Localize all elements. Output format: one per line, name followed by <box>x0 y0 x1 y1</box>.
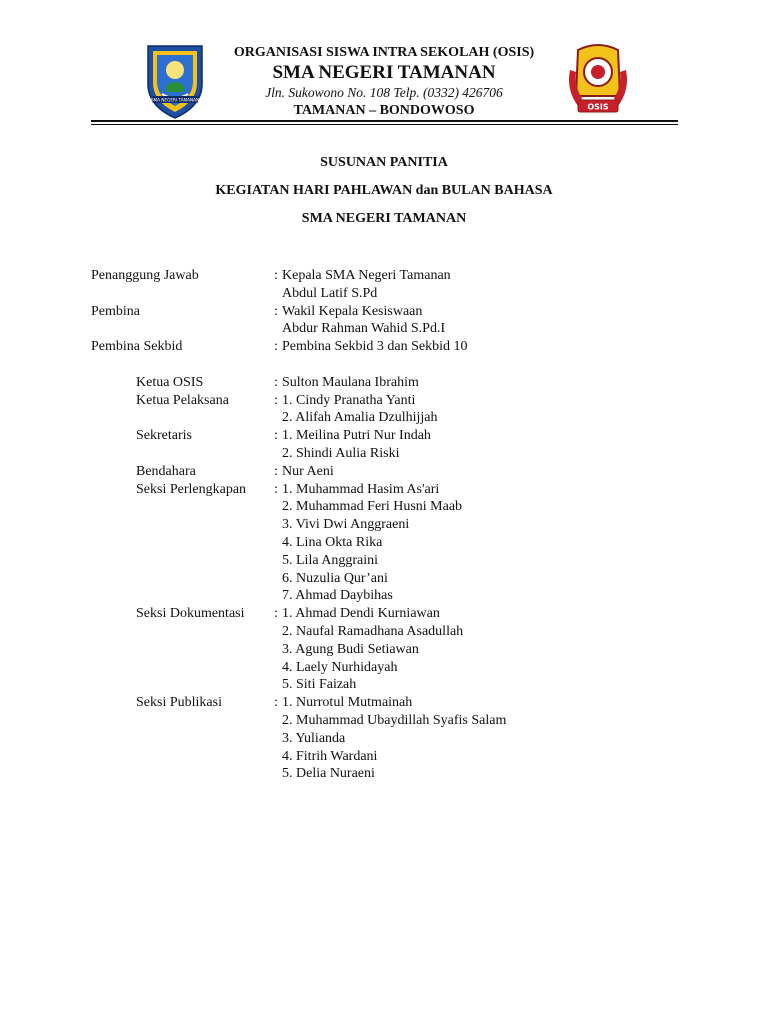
committee-row <box>91 659 691 677</box>
committee-row <box>91 694 691 712</box>
row-value: Abdul Latif S.Pd <box>282 285 378 301</box>
committee-row <box>91 338 691 356</box>
committee-row <box>91 712 691 730</box>
committee-row <box>91 481 691 499</box>
row-colon: : <box>274 606 278 622</box>
letterhead <box>200 44 568 120</box>
committee-row <box>91 303 691 321</box>
committee-row <box>91 463 691 481</box>
row-value: 3. Yulianda <box>282 730 346 746</box>
row-label: Pembina Sekbid <box>91 339 183 355</box>
row-value: 3. Vivi Dwi Anggraeni <box>282 517 410 533</box>
row-value: Abdur Rahman Wahid S.Pd.I <box>282 321 446 337</box>
letterhead-rule-thin <box>91 124 678 125</box>
row-value: 4. Lina Okta Rika <box>282 534 383 550</box>
row-label: Penanggung Jawab <box>91 268 199 283</box>
row-value: 1. Meilina Putri Nur Indah <box>282 428 431 444</box>
row-value: 1. Nurrotul Mutmainah <box>282 695 413 711</box>
row-value: Pembina Sekbid 3 dan Sekbid 10 <box>282 339 468 355</box>
row-value: Wakil Kepala Kesiswaan <box>282 303 423 319</box>
row-label: Bendahara <box>136 463 196 479</box>
committee-row <box>91 498 691 516</box>
row-label: Sekretaris <box>136 428 192 444</box>
row-value: 1. Ahmad Dendi Kurniawan <box>282 606 440 622</box>
committee-row <box>91 552 691 570</box>
row-colon: : <box>274 481 278 497</box>
logo-right-text: OSIS <box>587 102 609 112</box>
committee-row <box>91 267 691 285</box>
committee-row <box>91 427 691 445</box>
row-value: 6. Nuzulia Qur’ani <box>282 570 388 586</box>
committee-row <box>91 445 691 463</box>
committee-row <box>91 374 691 392</box>
row-label: Seksi Publikasi <box>136 695 222 711</box>
row-value: Sulton Maulana Ibrahim <box>282 374 419 390</box>
row-value: 2. Muhammad Feri Husni Maab <box>282 499 463 515</box>
row-value: 5. Delia Nuraeni <box>282 766 375 782</box>
committee-row <box>91 748 691 766</box>
spacer <box>91 356 691 374</box>
row-label: Ketua Pelaksana <box>136 392 229 408</box>
row-value: 2. Alifah Amalia Dzulhijjah <box>282 410 438 426</box>
committee-row <box>91 765 691 783</box>
school-address: Jln. Sukowono No. 108 Telp. (0332) 426706 <box>265 85 503 100</box>
committee-row <box>91 320 691 338</box>
row-value: 2. Naufal Ramadhana Asadullah <box>282 623 464 639</box>
committee-row <box>91 409 691 427</box>
row-colon: : <box>274 303 278 319</box>
row-value: 5. Lila Anggraini <box>282 552 379 568</box>
committee-row <box>91 285 691 303</box>
row-value: 2. Shindi Aulia Riski <box>282 445 400 461</box>
committee-row <box>91 392 691 410</box>
osis-emblem-logo <box>560 40 636 120</box>
document-title: SUSUNAN PANITIA <box>320 155 448 170</box>
committee-row <box>91 516 691 534</box>
row-colon: : <box>274 428 278 444</box>
row-label: Ketua OSIS <box>136 374 204 390</box>
committee-row <box>91 730 691 748</box>
row-value: 5. Siti Faizah <box>282 677 357 693</box>
row-value: 2. Muhammad Ubaydillah Syafis Salam <box>282 712 507 728</box>
committee-row <box>91 534 691 552</box>
row-colon: : <box>274 392 278 408</box>
committee-row <box>91 570 691 588</box>
letterhead-rule-thick <box>91 120 678 122</box>
row-colon: : <box>274 268 278 283</box>
committee-row <box>91 623 691 641</box>
row-colon: : <box>274 339 278 355</box>
row-colon: : <box>274 463 278 479</box>
school-name: SMA NEGERI TAMANAN <box>272 62 496 83</box>
row-value: 3. Agung Budi Setiawan <box>282 641 419 657</box>
committee-row <box>91 587 691 605</box>
row-value: 1. Muhammad Hasim As'ari <box>282 481 440 497</box>
row-value: 1. Cindy Pranatha Yanti <box>282 392 416 408</box>
committee-row <box>91 676 691 694</box>
committee-row <box>91 641 691 659</box>
row-colon: : <box>274 695 278 711</box>
committee-row <box>91 605 691 623</box>
school-title: SMA NEGERI TAMANAN <box>301 211 467 226</box>
row-value: Nur Aeni <box>282 463 334 479</box>
logo-left-text: SMA NEGERI TAMANAN <box>150 97 200 103</box>
event-title: KEGIATAN HARI PAHLAWAN dan BULAN BAHASA <box>215 183 553 198</box>
committee-list <box>91 267 691 783</box>
row-label: Pembina <box>91 303 140 319</box>
row-label: Seksi Perlengkapan <box>136 481 247 497</box>
row-value: 4. Fitrih Wardani <box>282 748 378 764</box>
row-value: Kepala SMA Negeri Tamanan <box>282 268 451 283</box>
row-value: 4. Laely Nurhidayah <box>282 659 398 675</box>
organization-name: ORGANISASI SISWA INTRA SEKOLAH (OSIS) <box>233 45 535 60</box>
row-colon: : <box>274 374 278 390</box>
row-value: 7. Ahmad Daybihas <box>282 588 393 604</box>
school-city: TAMANAN – BONDOWOSO <box>293 103 475 118</box>
row-label: Seksi Dokumentasi <box>136 606 245 622</box>
